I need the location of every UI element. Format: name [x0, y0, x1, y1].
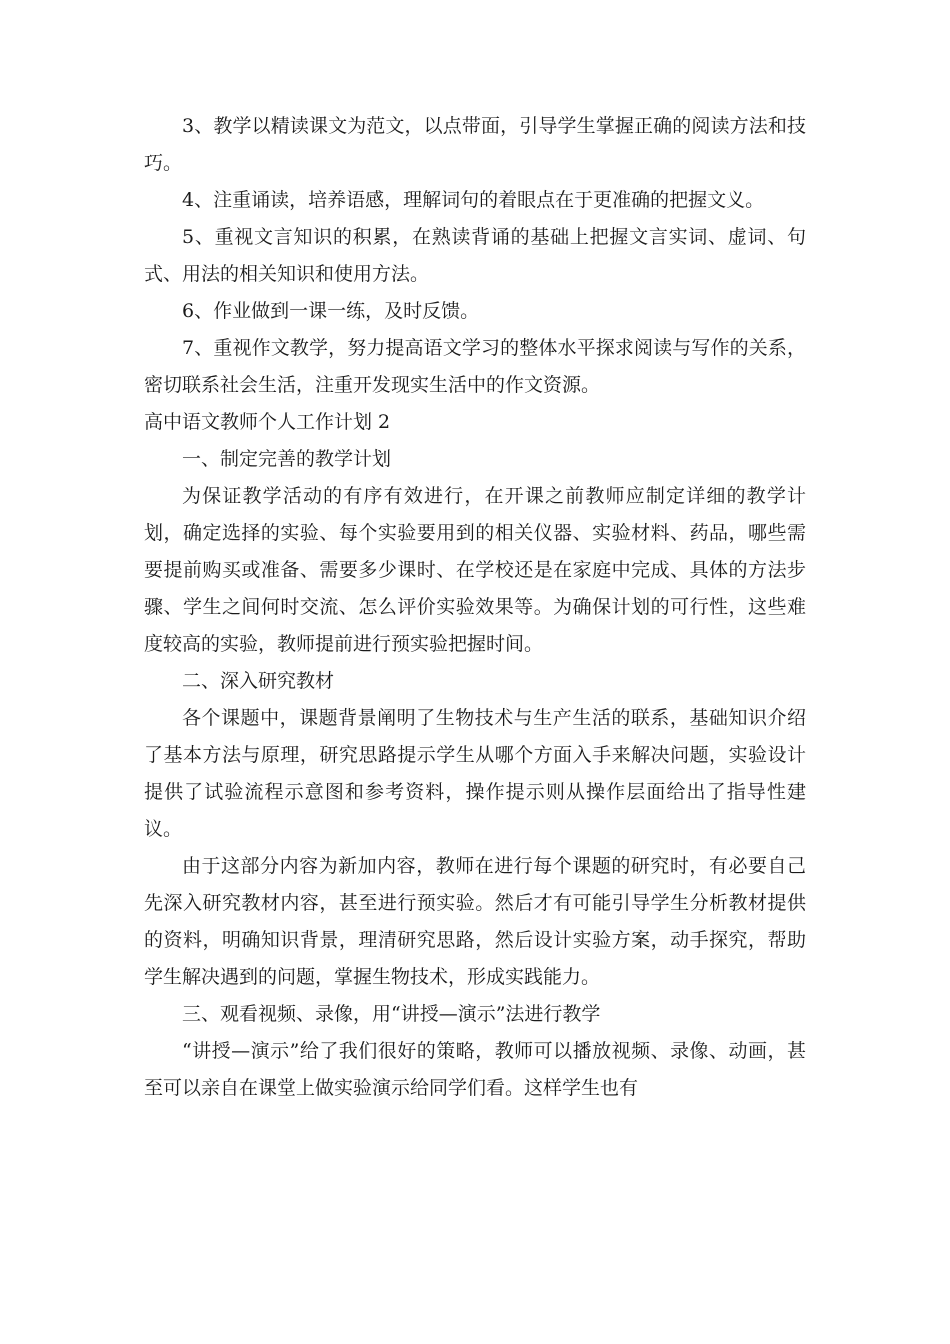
document-page: [144, 108, 806, 1107]
paragraph-new-content: 由于这部分内容为新加内容，教师在进行每个课题的研究时，有必要自己先深入研究教材内容，甚至进行预实验。然后才有可能引导学生分析教材提供的资料，明确知识背景，理清研究思路，然后设计实验方案，动手探究，帮助学生解决遇到的问题，掌握生物技术，形成实践能力。: [144, 855, 806, 988]
paragraph-item-7: 7、重视作文教学，努力提高语文学习的整体水平探求阅读与写作的关系，密切联系社会生活，注重开发现实生活中的作文资源。: [144, 337, 806, 396]
paragraph-item-6: 6、作业做到一课一练，及时反馈。: [182, 300, 480, 322]
paragraph-textbook: 各个课题中，课题背景阐明了生物技术与生产生活的联系，基础知识介绍了基本方法与原理，研究思路提示学生从哪个方面入手来解决问题，实验设计提供了试验流程示意图和参考资料，操作提示则从操作层面给出了指导性建议。: [144, 707, 806, 840]
paragraph-item-4: 4、注重诵读，培养语感，理解词句的着眼点在于更准确的把握文义。: [182, 189, 765, 211]
paragraph-item-3: 3、教学以精读课文为范文，以点带面，引导学生掌握正确的阅读方法和技巧。: [144, 115, 806, 174]
subheading-2: 二、深入研究教材: [182, 670, 335, 692]
section-title: 高中语文教师个人工作计划 2: [144, 411, 391, 433]
subheading-3: 三、观看视频、录像，用“讲授—演示”法进行教学: [182, 1003, 601, 1025]
subheading-1: 一、制定完善的教学计划: [182, 448, 392, 470]
paragraph-item-5: 5、重视文言知识的积累，在熟读背诵的基础上把握文言实词、虚词、句式、用法的相关知识和使用方法。: [144, 226, 806, 285]
paragraph-demo: “讲授—演示”给了我们很好的策略，教师可以播放视频、录像、动画，甚至可以亲自在课堂上做实验演示给同学们看。这样学生也有: [144, 1040, 806, 1099]
paragraph-plan: 为保证教学活动的有序有效进行，在开课之前教师应制定详细的教学计划，确定选择的实验、每个实验要用到的相关仪器、实验材料、药品，哪些需要提前购买或准备、需要多少课时、在学校还是在家庭中完成、具体的方法步骤、学生之间何时交流、怎么评价实验效果等。为确保计划的可行性，这些难度较高的实验，教师提前进行预实验把握时间。: [144, 485, 806, 655]
